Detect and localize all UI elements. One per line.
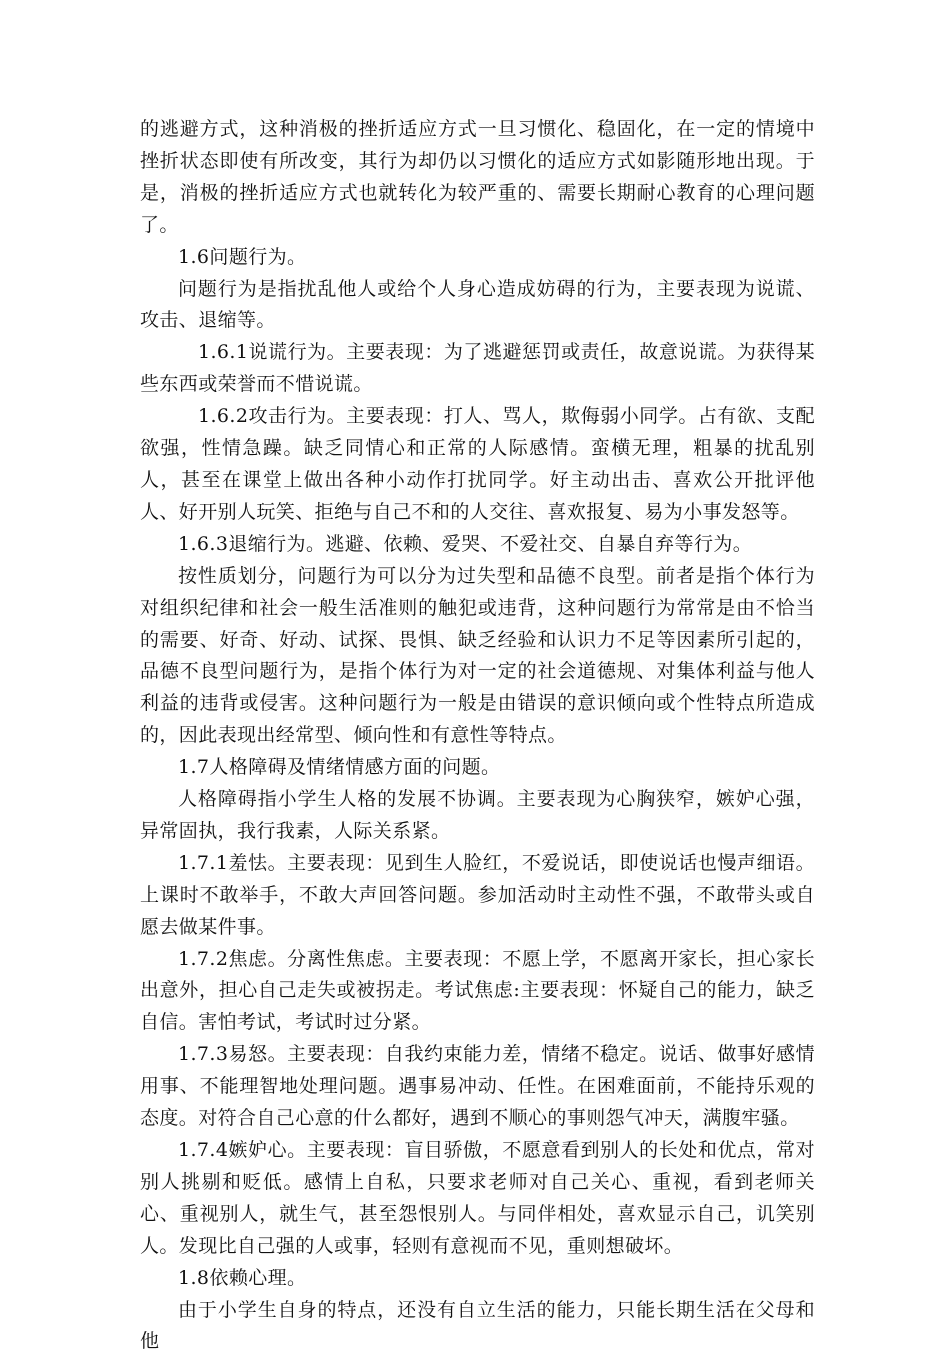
paragraph: 人格障碍指小学生人格的发展不协调。主要表现为心胸狭窄，嫉妒心强，异常固执，我行我素，人际关系紧。 bbox=[140, 788, 815, 842]
paragraph: 1.7.3易怒。主要表现：自我约束能力差，情绪不稳定。说话、做事好感情用事、不能理智地处理问题。遇事易冲动、任性。在困难面前，不能持乐观的态度。对符合自己心意的什么都好，遇到不顺心的事则怨气冲天，满腹牢骚。 bbox=[140, 1043, 815, 1130]
paragraph: 问题行为是指扰乱他人或给个人身心造成妨碍的行为，主要表现为说谎、攻击、退缩等。 bbox=[140, 277, 815, 332]
section-heading: 1.7人格障碍及情绪情感方面的问题。 bbox=[178, 756, 501, 779]
paragraph: 1.7.2焦虑。分离性焦虑。主要表现：不愿上学，不愿离开家长，担心家长出意外，担心自己走失或被拐走。考试焦虑:主要表现：怀疑自己的能力，缺乏自信。害怕考试，考试时过分紧。 bbox=[140, 947, 815, 1034]
paragraph: 1.6.2攻击行为。主要表现：打人、骂人，欺侮弱小同学。占有欲、支配欲强，性情急躁。缺乏同情心和正常的人际感情。蛮横无理，粗暴的扰乱别人，甚至在课堂上做出各种小动作打扰同学。好主动出击、喜欢公开批评他人、好开别人玩笑、拒绝与自己不和的人交往、喜欢报复、易为小事发怒等。 bbox=[140, 405, 815, 523]
paragraph: 1.7.1羞怯。主要表现：见到生人脸红，不爱说话，即使说话也慢声细语。上课时不敢举手，不敢大声回答问题。参加活动时主动性不强，不敢带头或自愿去做某件事。 bbox=[140, 851, 815, 938]
paragraph: 1.6.3退缩行为。逃避、依赖、爱哭、不爱社交、自暴自弃等行为。 bbox=[178, 532, 753, 555]
section-heading: 1.6问题行为。 bbox=[178, 245, 307, 268]
paragraph: 的逃避方式，这种消极的挫折适应方式一旦习惯化、稳固化，在一定的情境中挫折状态即使有所改变，其行为却仍以习惯化的适应方式如影随形地出现。于是，消极的挫折适应方式也就转化为较严重的、需要长期耐心教育的心理问题了。 bbox=[140, 118, 815, 236]
paragraph: 由于小学生自身的特点，还没有自立生活的能力，只能长期生活在父母和他 bbox=[140, 1298, 815, 1353]
section-heading: 1.8依赖心理。 bbox=[178, 1266, 307, 1289]
paragraph: 1.7.4嫉妒心。主要表现：盲目骄傲，不愿意看到别人的长处和优点，常对别人挑剔和贬低。感情上自私，只要求老师对自己关心、重视，看到老师关心、重视别人，就生气，甚至怨恨别人。与同伴相处，喜欢显示自己，讥笑别人。发现比自己强的人或事，轻则有意视而不见，重则想破坏。 bbox=[140, 1139, 815, 1257]
document-body bbox=[140, 114, 815, 1358]
paragraph: 1.6.1说谎行为。主要表现：为了逃避惩罚或责任，故意说谎。为获得某些东西或荣誉而不惜说谎。 bbox=[140, 341, 815, 396]
paragraph: 按性质划分，问题行为可以分为过失型和品德不良型。前者是指个体行为对组织纪律和社会一般生活准则的触犯或违背，这种问题行为常常是由不恰当的需要、好奇、好动、试探、畏惧、缺乏经验和认识力不足等因素所引起的，品德不良型问题行为，是指个体行为对一定的社会道德规、对集体利益与他人利益的违背或侵害。这种问题行为一般是由错误的意识倾向或个性特点所造成的，因此表现出经常型、倾向性和有意性等特点。 bbox=[140, 564, 815, 747]
